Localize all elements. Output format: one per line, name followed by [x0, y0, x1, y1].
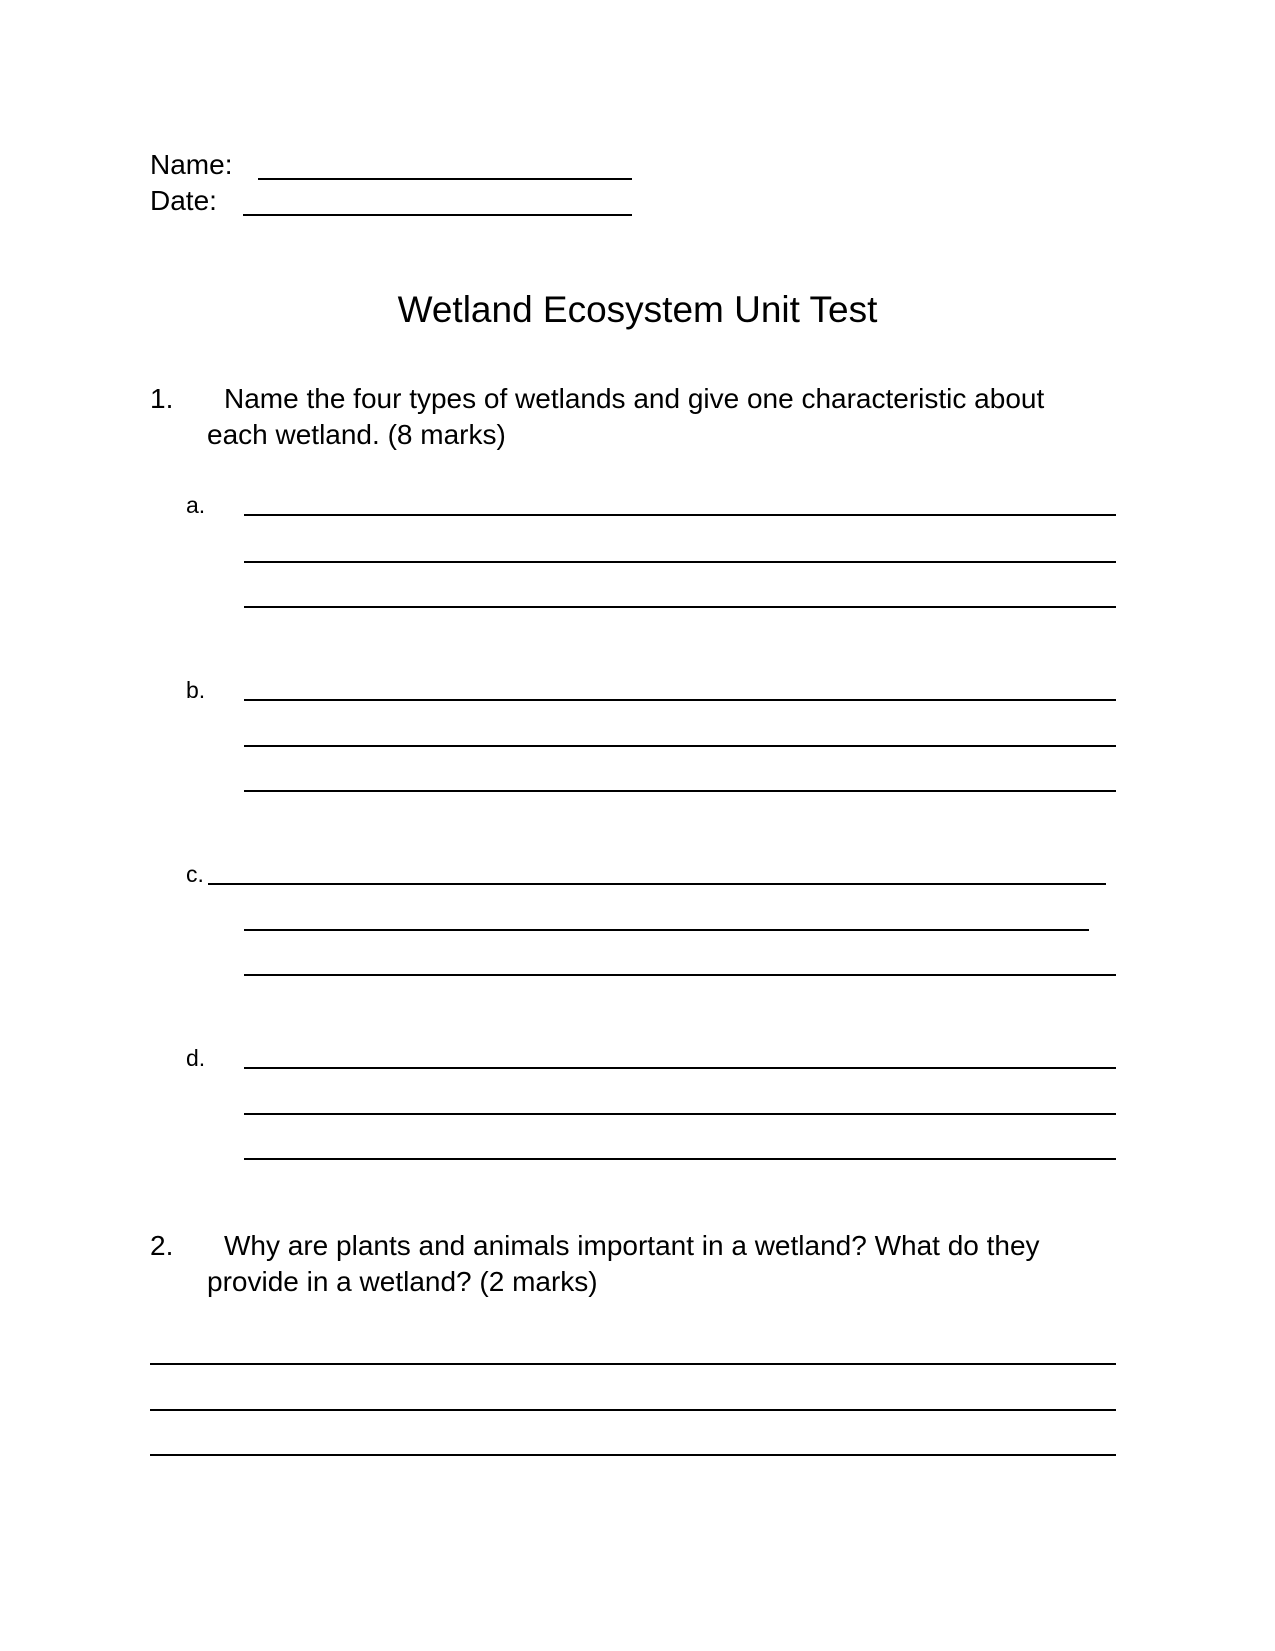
option-c-answer-line-1[interactable] — [208, 883, 1106, 885]
question-2-answer-line-3[interactable] — [150, 1454, 1116, 1456]
option-b-answer-line-3[interactable] — [244, 790, 1116, 792]
option-c-letter: c. — [186, 861, 204, 887]
option-b-answer-line-2[interactable] — [244, 745, 1116, 747]
date-answer-line[interactable] — [243, 214, 632, 216]
question-1-text-line1: Name the four types of wetlands and give one characteristic about — [224, 383, 1045, 414]
option-a-answer-line-1[interactable] — [244, 514, 1116, 516]
option-d-answer-line-1[interactable] — [244, 1067, 1116, 1069]
option-a-answer-line-3[interactable] — [244, 606, 1116, 608]
question-2-text-line2: provide in a wetland? (2 marks) — [207, 1266, 598, 1297]
question-1-number: 1. — [150, 383, 174, 414]
option-c-answer-line-3[interactable] — [244, 974, 1116, 976]
option-d-letter: d. — [186, 1045, 206, 1071]
page-title: Wetland Ecosystem Unit Test — [397, 289, 878, 330]
option-d-answer-line-3[interactable] — [244, 1158, 1116, 1160]
date-label: Date: — [150, 185, 217, 216]
option-b-letter: b. — [186, 677, 206, 703]
option-c-answer-line-2[interactable] — [244, 929, 1089, 931]
question-2-answer-line-1[interactable] — [150, 1363, 1116, 1365]
name-answer-line[interactable] — [258, 178, 632, 180]
option-b-answer-line-1[interactable] — [244, 699, 1116, 701]
question-1-text-line2: each wetland. (8 marks) — [207, 419, 506, 450]
name-label: Name: — [150, 149, 233, 180]
question-2-text-line1: Why are plants and animals important in a wetland? What do they — [224, 1230, 1040, 1261]
option-a-answer-line-2[interactable] — [244, 561, 1116, 563]
option-a-letter: a. — [186, 492, 206, 518]
question-2-number: 2. — [150, 1230, 174, 1261]
option-d-answer-line-2[interactable] — [244, 1113, 1116, 1115]
question-2-answer-line-2[interactable] — [150, 1409, 1116, 1411]
